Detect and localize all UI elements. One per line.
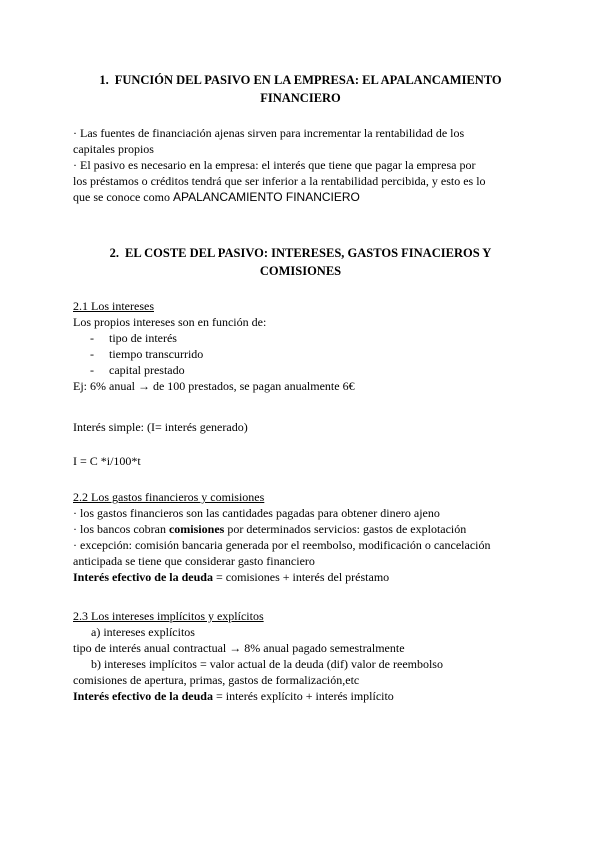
apalancamiento-term: APALANCAMIENTO FINANCIERO	[172, 190, 360, 204]
list-item: - tiempo transcurrido	[90, 347, 204, 361]
section-1-title-line2: FINANCIERO	[260, 91, 341, 105]
s22-line: · los gastos financieros son las cantidades pagadas para obtener dinero ajeno	[73, 506, 440, 520]
s22-effective-interest: Interés efectivo de la deuda = comisiones + interés del préstamo	[73, 570, 390, 584]
s23-item-a-desc: tipo de interés anual contractual → 8% anual pagado semestralmente	[73, 641, 405, 655]
list-item: - tipo de interés	[90, 331, 177, 345]
subsection-2-2	[73, 489, 528, 585]
section-1-number: 1.	[99, 73, 109, 87]
section-2-number: 2.	[109, 246, 120, 260]
list-item: - capital prestado	[90, 363, 185, 377]
s22-line: · los bancos cobran comisiones por determinados servicios: gastos de explotación	[73, 522, 467, 536]
section-1-heading	[73, 71, 528, 107]
s23-item-b: b) intereses implícitos = valor actual de la deuda (dif) valor de reembolso	[91, 657, 443, 671]
s21-example: Ej: 6% anual → de 100 prestados, se pagan anualmente 6€	[73, 379, 355, 393]
subsection-2-2-heading: 2.2 Los gastos financieros y comisiones	[73, 490, 265, 504]
s1-line: · El pasivo es necesario en la empresa: el interés que tiene que pagar la empresa por	[73, 158, 476, 172]
s22-line: · excepción: comisión bancaria generada por el reembolso, modificación o cancelación	[73, 538, 491, 552]
s1-last-prefix: que se conoce como	[73, 190, 173, 204]
s21-intro: Los propios intereses son en función de:	[73, 315, 267, 329]
section-2-title-line2: COMISIONES	[259, 264, 342, 278]
subsection-2-1-heading: 2.1 Los intereses	[73, 299, 154, 313]
section-2-heading	[73, 244, 528, 280]
s1-line: capitales propios	[73, 142, 154, 156]
s23-effective-interest: Interés efectivo de la deuda = interés explícito + interés implícito	[73, 689, 394, 703]
section-1-title-line1: FUNCIÓN DEL PASIVO EN LA EMPRESA: EL APALANCAMIENTO	[114, 73, 502, 87]
s21-formula: I = C *i/100*t	[73, 454, 141, 468]
s21-simple-interest: Interés simple: (I= interés generado)	[73, 420, 248, 434]
s1-line: los préstamos o créditos tendrá que ser inferior a la rentabilidad percibida, y esto es lo	[73, 174, 486, 188]
s1-line-last	[73, 189, 528, 205]
s1-line: · Las fuentes de financiación ajenas sirven para incrementar la rentabilidad de los	[73, 126, 465, 140]
comisiones-term: comisiones	[168, 522, 225, 536]
subsection-2-1	[73, 298, 528, 394]
subsection-2-3	[73, 608, 528, 704]
subsection-2-3-heading: 2.3 Los intereses implícitos y explícitos	[73, 609, 264, 623]
s23-item-b-desc: comisiones de apertura, primas, gastos de formalización,etc	[73, 673, 360, 687]
s22-line: anticipada se tiene que considerar gasto financiero	[73, 554, 315, 568]
section-1-body	[73, 125, 528, 205]
s23-item-a: a) intereses explícitos	[91, 625, 195, 639]
section-2-title-line1: EL COSTE DEL PASIVO: INTERESES, GASTOS FINACIEROS Y	[125, 246, 492, 260]
